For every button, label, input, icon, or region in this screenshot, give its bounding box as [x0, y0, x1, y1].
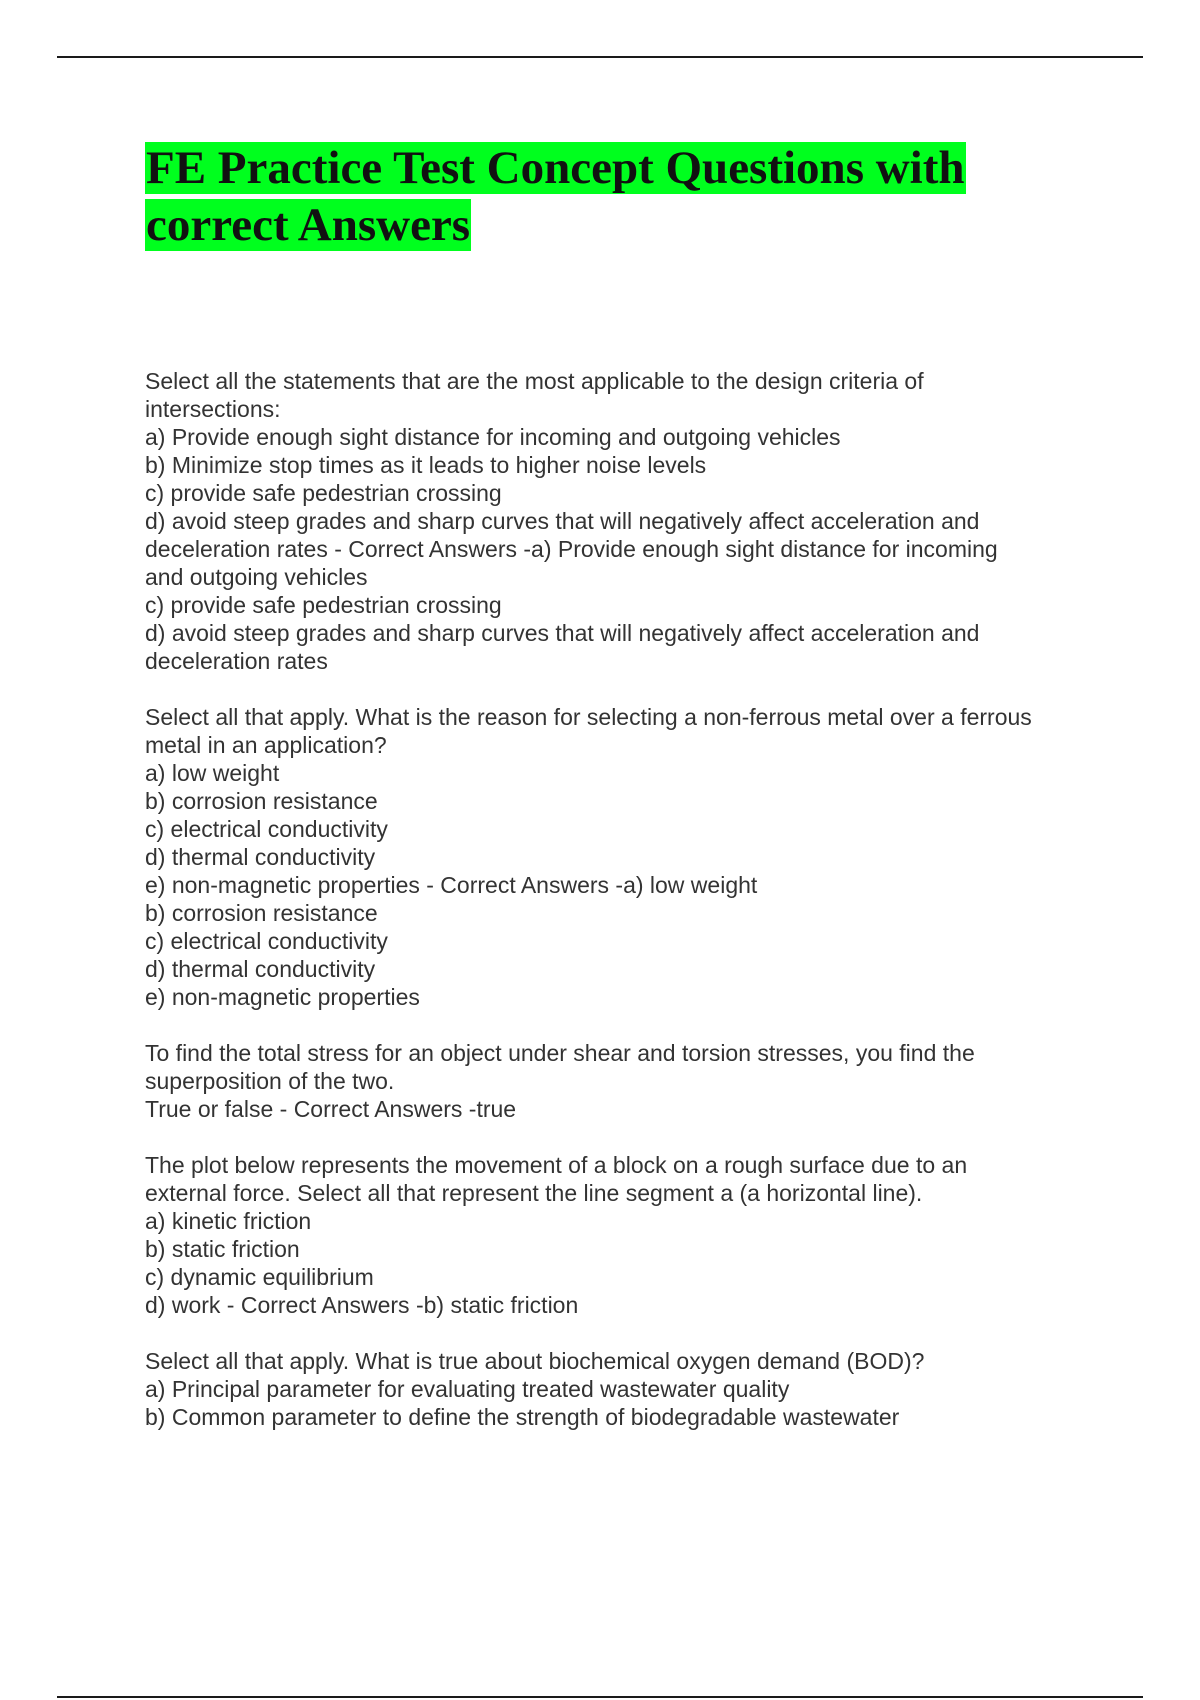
top-rule: [57, 56, 1143, 58]
question-text-line: b) corrosion resistance: [145, 788, 378, 814]
question-block: [145, 703, 1105, 1011]
question-text-line: b) corrosion resistance: [145, 900, 378, 926]
question-text-line: c) dynamic equilibrium: [145, 1264, 374, 1290]
question-text-line: c) provide safe pedestrian crossing: [145, 480, 502, 506]
question-text-line: b) static friction: [145, 1236, 300, 1262]
question-text-line: external force. Select all that represent the line segment a (a horizontal line).: [145, 1180, 923, 1206]
question-text-line: d) work - Correct Answers -b) static friction: [145, 1292, 579, 1318]
question-text-line: d) thermal conductivity: [145, 844, 376, 870]
question-text-line: True or false - Correct Answers -true: [145, 1096, 517, 1122]
question-text-line: e) non-magnetic properties: [145, 984, 420, 1010]
question-block: [145, 1151, 1105, 1319]
question-block: [145, 1347, 1105, 1431]
question-text-line: a) kinetic friction: [145, 1208, 312, 1234]
question-text-line: deceleration rates: [145, 648, 328, 674]
question-text-line: c) electrical conductivity: [145, 928, 388, 954]
question-text-line: a) Provide enough sight distance for incoming and outgoing vehicles: [145, 424, 841, 450]
question-text-line: b) Minimize stop times as it leads to higher noise levels: [145, 452, 707, 478]
question-text-line: a) Principal parameter for evaluating treated wastewater quality: [145, 1376, 790, 1402]
question-text-line: intersections:: [145, 396, 281, 422]
question-text-line: b) Common parameter to define the strength of biodegradable wastewater: [145, 1404, 900, 1430]
question-text-line: metal in an application?: [145, 732, 387, 758]
question-text-line: and outgoing vehicles: [145, 564, 368, 590]
title-line-2: correct Answers: [146, 199, 471, 251]
question-text-line: Select all the statements that are the most applicable to the design criteria of: [145, 368, 924, 394]
question-text-line: d) avoid steep grades and sharp curves that will negatively affect acceleration and: [145, 508, 980, 534]
bottom-rule: [57, 1696, 1143, 1698]
question-text-line: Select all that apply. What is the reason for selecting a non-ferrous metal over a ferrous: [145, 704, 1032, 730]
question-text-line: a) low weight: [145, 760, 280, 786]
question-text-line: superposition of the two.: [145, 1068, 395, 1094]
question-block: [145, 1039, 1105, 1123]
question-text-line: Select all that apply. What is true about biochemical oxygen demand (BOD)?: [145, 1348, 925, 1374]
question-text-line: c) electrical conductivity: [145, 816, 388, 842]
question-text-line: To find the total stress for an object under shear and torsion stresses, you find the: [145, 1040, 975, 1066]
question-text-line: The plot below represents the movement of a block on a rough surface due to an: [145, 1152, 968, 1178]
question-text-line: d) thermal conductivity: [145, 956, 376, 982]
question-text-line: deceleration rates - Correct Answers -a) Provide enough sight distance for incoming: [145, 536, 998, 562]
question-text-line: d) avoid steep grades and sharp curves that will negatively affect acceleration and: [145, 620, 980, 646]
question-list: [145, 367, 1105, 1459]
question-text-line: c) provide safe pedestrian crossing: [145, 592, 502, 618]
question-text-line: e) non-magnetic properties - Correct Answers -a) low weight: [145, 872, 758, 898]
title-line-1: FE Practice Test Concept Questions with: [146, 142, 965, 194]
page-title: [145, 140, 966, 254]
question-block: [145, 367, 1105, 675]
